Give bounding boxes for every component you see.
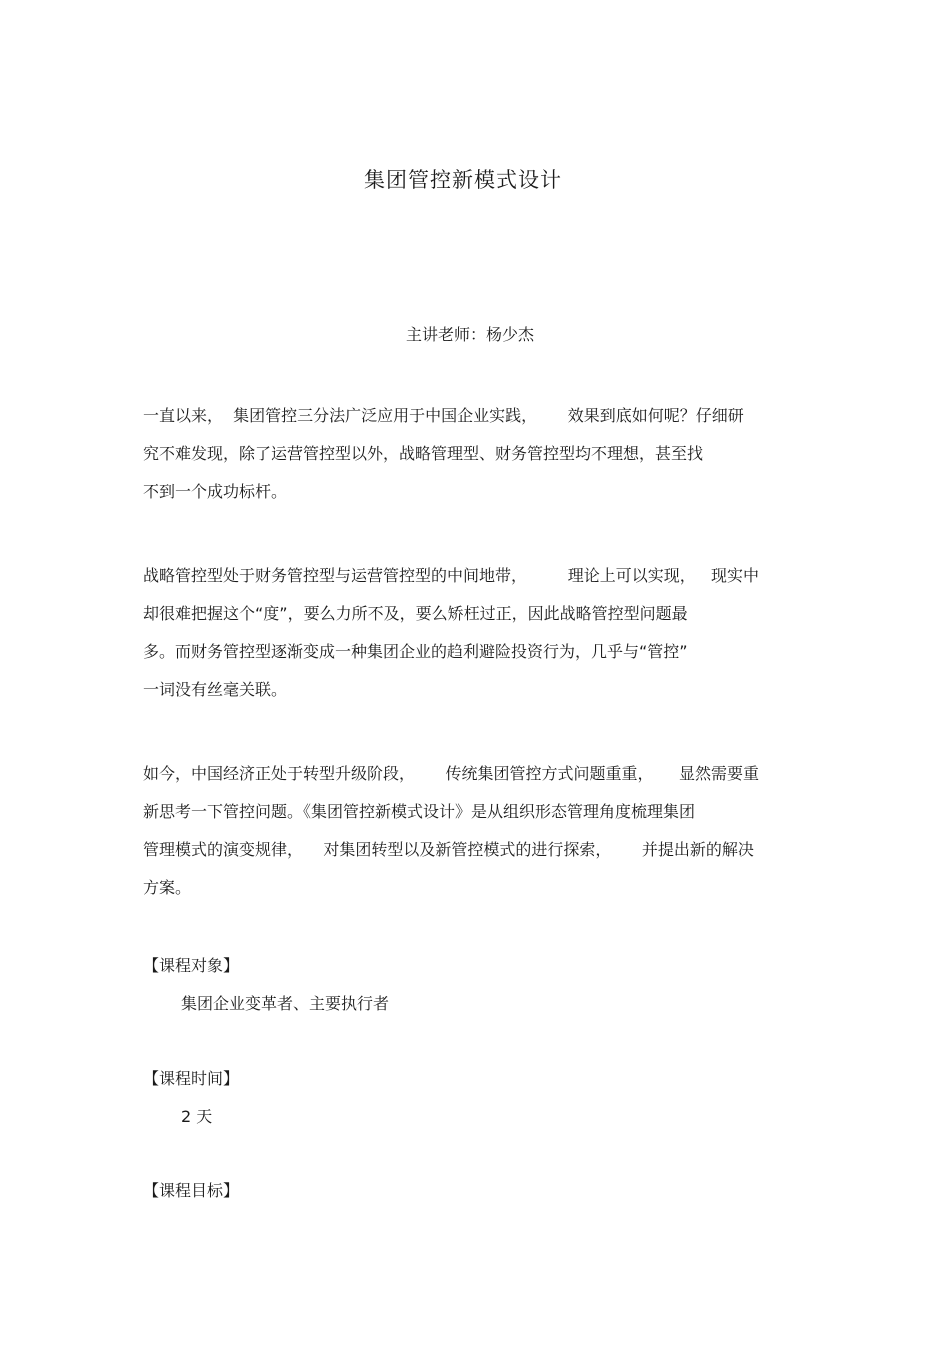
paragraph-line: 战略管控型处于财务管控型与运营管控型的中间地带， 理论上可以实现， 现实中 xyxy=(143,566,759,585)
paragraph-line: 多。而财务管控型逐渐变成一种集团企业的趋利避险投资行为，几乎与“管控” xyxy=(143,642,688,661)
paragraph-line: 方案。 xyxy=(143,878,192,897)
section-heading-goal: 【课程目标】 xyxy=(143,1181,240,1200)
paragraph-intro xyxy=(143,397,823,511)
section-body-audience: 集团企业变革者、主要执行者 xyxy=(181,994,390,1013)
paragraph-line: 一直以来， 集团管控三分法广泛应用于中国企业实践， 效果到底如何呢？仔细研 xyxy=(143,406,744,425)
paragraph-line: 却很难把握这个“度”，要么力所不及，要么矫枉过正，因此战略管控型问题最 xyxy=(143,604,688,623)
paragraph-line: 一词没有丝毫关联。 xyxy=(143,680,288,699)
lecturer-line: 主讲老师：杨少杰 xyxy=(405,325,534,344)
section-heading-duration: 【课程时间】 xyxy=(143,1069,240,1088)
paragraph-line: 究不难发现，除了运营管控型以外，战略管理型、财务管控型均不理想，甚至找 xyxy=(143,444,704,463)
page-title: 集团管控新模式设计 xyxy=(364,168,562,192)
paragraph-line: 管理模式的演变规律， 对集团转型以及新管控模式的进行探索， 并提出新的解决 xyxy=(143,840,754,859)
section-body-duration: 2 天 xyxy=(181,1107,213,1126)
paragraph-line: 新思考一下管控问题。《集团管控新模式设计》是从组织形态管理角度梳理集团 xyxy=(143,802,696,821)
paragraph-transformation xyxy=(143,755,823,907)
paragraph-line: 如今，中国经济正处于转型升级阶段， 传统集团管控方式问题重重， 显然需要重 xyxy=(143,764,759,783)
paragraph-strategy xyxy=(143,557,823,709)
section-heading-audience: 【课程对象】 xyxy=(143,956,240,975)
paragraph-line: 不到一个成功标杆。 xyxy=(143,482,288,501)
